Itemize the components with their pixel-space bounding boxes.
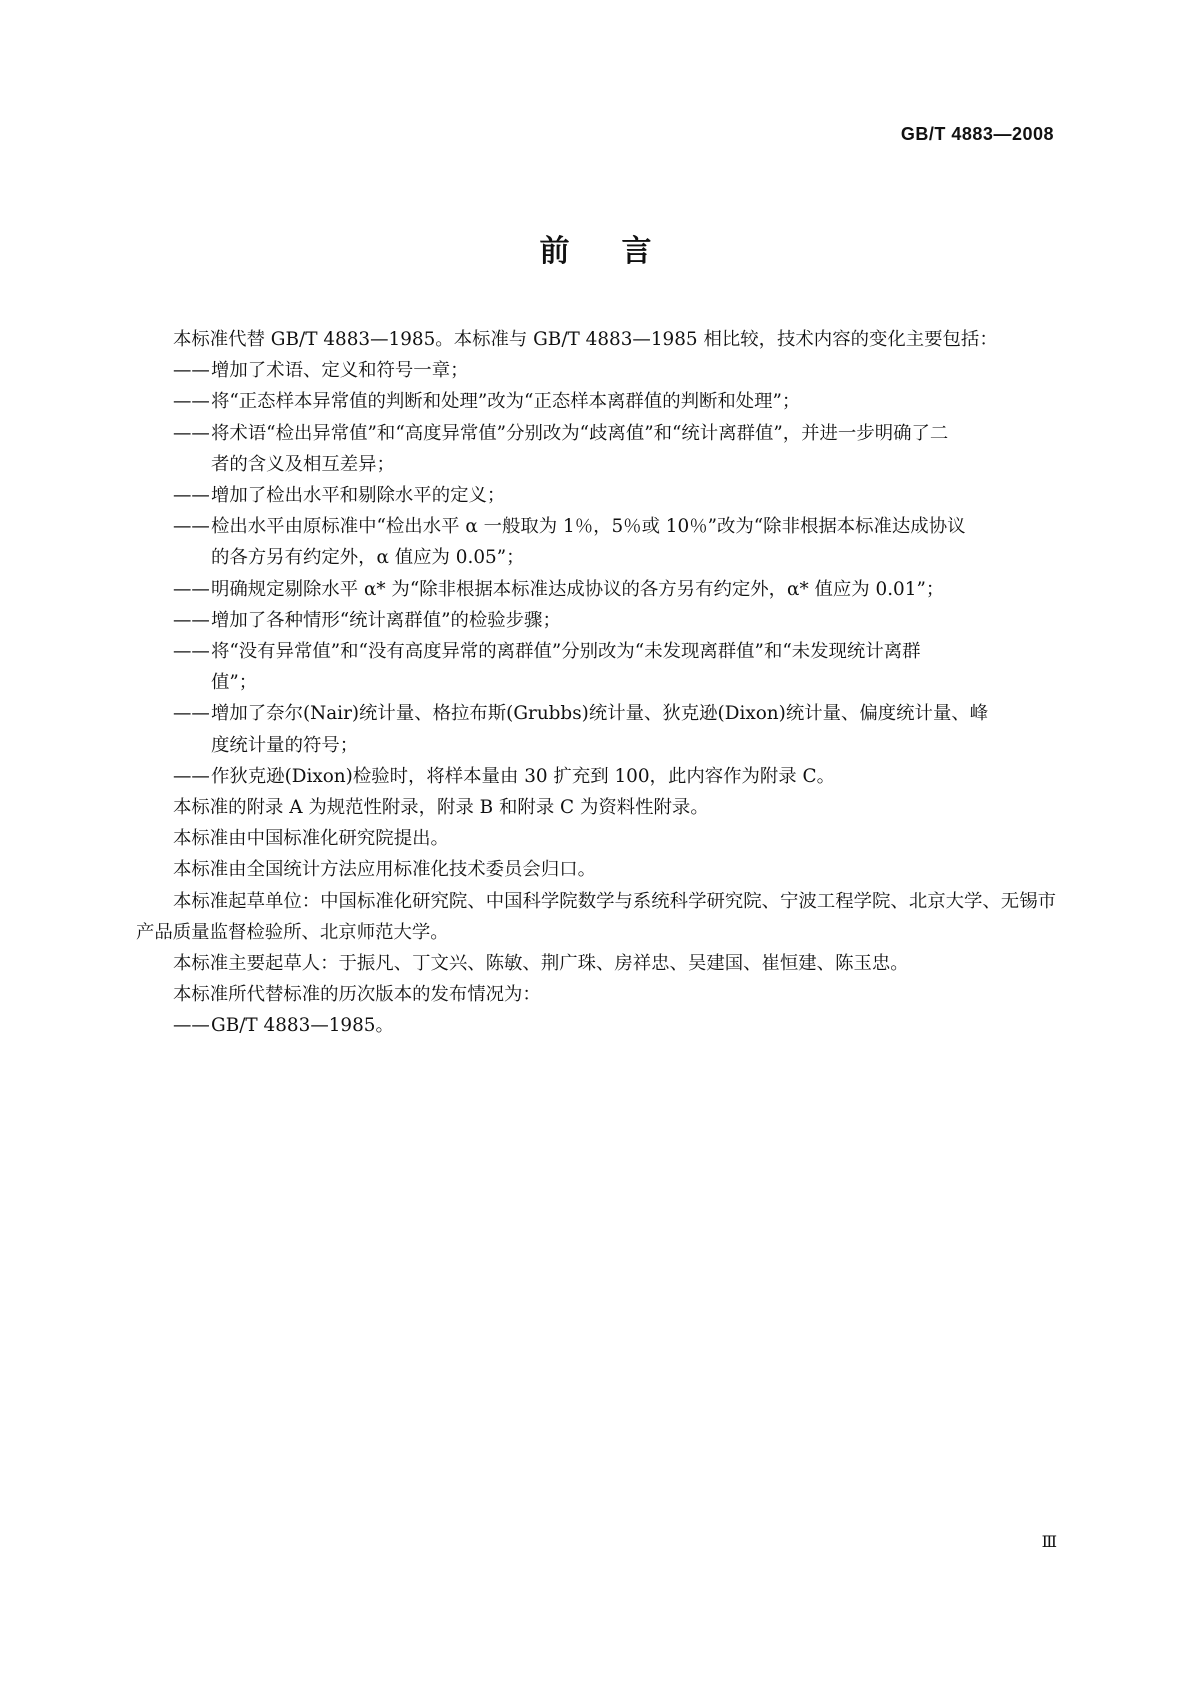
change-item [136, 386, 1056, 417]
drafting-units-paragraph: 本标准起草单位：中国标准化研究院、中国科学院数学与系统科学研究院、宁波工程学院、北京大学、无锡市产品质量监督检验所、北京师范大学。 [136, 890, 1056, 943]
list-item-text [211, 386, 1056, 417]
change-item [136, 698, 1056, 760]
dash-marker: —— [173, 1015, 210, 1037]
list-item-text [211, 761, 1056, 792]
managed-by-paragraph: 本标准由全国统计方法应用标准化技术委员会归口。 [173, 859, 596, 881]
dash-marker: —— [173, 516, 210, 538]
page-title: 前言 [539, 234, 704, 269]
intro-paragraph: 本标准代替 GB/T 4883—1985。本标准与 GB/T 4883—1985 相比较，技术内容的变化主要包括： [173, 329, 998, 350]
history-list [136, 1010, 1056, 1041]
change-item [136, 355, 1056, 386]
change-item [136, 511, 1056, 573]
dash-marker: —— [173, 765, 210, 787]
list-item-text [211, 574, 1056, 605]
list-item-text [211, 418, 1056, 480]
change-item [136, 418, 1056, 480]
list-item-line: 的各方另有约定外，α 值应为 0.05”； [211, 547, 525, 569]
list-item-line: 明确规定剔除水平 α* 为“除非根据本标准达成协议的各方另有约定外，α* 值应为 0.01”； [211, 578, 945, 600]
list-item-text [211, 355, 1056, 386]
list-item-line: 增加了奈尔(Nair)统计量、格拉布斯(Grubbs)统计量、狄克逊(Dixon)统计量、偏度统计量、峰 [211, 703, 989, 725]
change-item [136, 636, 1056, 698]
history-intro-paragraph: 本标准所代替标准的历次版本的发布情况为： [173, 984, 541, 1006]
change-item [136, 761, 1056, 792]
list-item-line: 者的含义及相互差异； [211, 453, 395, 475]
list-item-line: 作狄克逊(Dixon)检验时，将样本量由 30 扩充到 100，此内容作为附录 C。 [211, 765, 835, 787]
list-item-text [211, 636, 1056, 698]
dash-marker: —— [173, 609, 210, 631]
dash-marker: —— [173, 391, 210, 413]
list-item-line: 值”； [211, 672, 258, 694]
dash-marker: —— [173, 360, 210, 382]
drafters-paragraph: 本标准主要起草人：于振凡、丁文兴、陈敏、荆广珠、房祥忠、吴建国、崔恒建、陈玉忠。 [173, 953, 909, 975]
list-item-text [211, 480, 1056, 511]
dash-marker: —— [173, 578, 210, 600]
list-item-text [211, 605, 1056, 636]
list-item-text [211, 1010, 1056, 1041]
dash-marker: —— [173, 485, 210, 507]
page-number: Ⅲ [1041, 1532, 1057, 1551]
list-item-line: 检出水平由原标准中“检出水平 α 一般取为 1％，5％或 10％”改为“除非根据本标准达成协议 [211, 516, 966, 538]
dash-marker: —— [173, 703, 210, 725]
list-item-line: 将“正态样本异常值的判断和处理”改为“正态样本离群值的判断和处理”； [211, 391, 801, 413]
change-item [136, 480, 1056, 511]
changes-list [136, 355, 1056, 792]
proposed-by-paragraph: 本标准由中国标准化研究院提出。 [173, 828, 449, 850]
dash-marker: —— [173, 641, 210, 663]
list-item-line: 增加了各种情形“统计离群值”的检验步骤； [211, 609, 561, 631]
history-item [136, 1010, 1056, 1041]
change-item [136, 574, 1056, 605]
appendix-paragraph: 本标准的附录 A 为规范性附录，附录 B 和附录 C 为资料性附录。 [173, 797, 709, 819]
list-item-text [211, 511, 1056, 573]
list-item-line: 将“没有异常值”和“没有高度异常的离群值”分别改为“未发现离群值”和“未发现统计离群 [211, 641, 921, 663]
list-item-line: 度统计量的符号； [211, 734, 359, 756]
list-item-line: 增加了检出水平和剔除水平的定义； [211, 485, 506, 507]
list-item-line: 增加了术语、定义和符号一章； [211, 360, 469, 382]
list-item-line: 将术语“检出异常值”和“高度异常值”分别改为“歧离值”和“统计离群值”，并进一步明确了二 [211, 422, 949, 444]
list-item-line: GB/T 4883—1985。 [211, 1015, 394, 1037]
foreword-body [136, 324, 1056, 1042]
list-item-text [211, 698, 1056, 760]
change-item [136, 605, 1056, 636]
dash-marker: —— [173, 422, 210, 444]
standard-number: GB/T 4883—2008 [900, 124, 1054, 144]
